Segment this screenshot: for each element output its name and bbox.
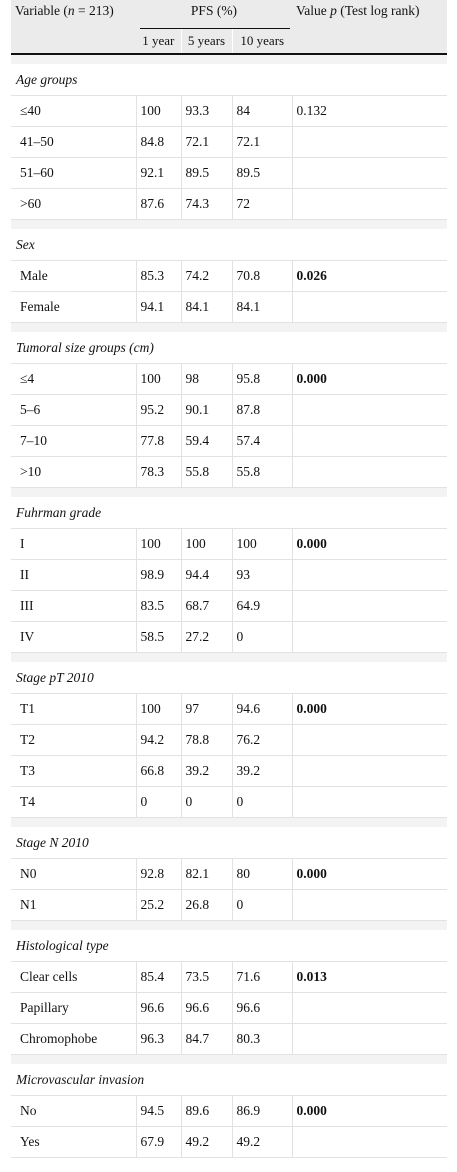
pfs-5-years: 73.5 <box>181 962 232 993</box>
table-row <box>11 1127 447 1158</box>
year-10-header: 10 years <box>232 29 292 54</box>
group-spacer <box>11 818 447 828</box>
group-title: Tumoral size groups (cm) <box>11 332 447 364</box>
p-value <box>292 292 447 323</box>
row-label: Clear cells <box>11 962 136 993</box>
group-spacer <box>11 488 447 498</box>
pfs-1-year: 83.5 <box>136 591 181 622</box>
row-label: No <box>11 1096 136 1127</box>
table-row <box>11 189 447 220</box>
group-header-row <box>11 229 447 261</box>
table-row <box>11 158 447 189</box>
row-label: III <box>11 591 136 622</box>
pfs-1-year: 58.5 <box>136 622 181 653</box>
row-label: Female <box>11 292 136 323</box>
pfs-5-years: 89.5 <box>181 158 232 189</box>
row-label: >10 <box>11 457 136 488</box>
group-title: Age groups <box>11 64 447 96</box>
pfs-10-years: 57.4 <box>232 426 292 457</box>
pfs-5-years: 90.1 <box>181 395 232 426</box>
table-row <box>11 962 447 993</box>
pfs-5-years: 0 <box>181 787 232 818</box>
pfs-10-years: 0 <box>232 890 292 921</box>
pfs-10-years: 64.9 <box>232 591 292 622</box>
pfs-1-year: 94.1 <box>136 292 181 323</box>
row-label: 7–10 <box>11 426 136 457</box>
row-label: N1 <box>11 890 136 921</box>
pfs-10-years: 100 <box>232 529 292 560</box>
p-value <box>292 725 447 756</box>
pfs-1-year: 25.2 <box>136 890 181 921</box>
table-row <box>11 859 447 890</box>
pfs-5-years: 49.2 <box>181 1127 232 1158</box>
row-label: 5–6 <box>11 395 136 426</box>
pfs-10-years: 55.8 <box>232 457 292 488</box>
pfs-1-year: 78.3 <box>136 457 181 488</box>
pfs-10-years: 39.2 <box>232 756 292 787</box>
table-row <box>11 890 447 921</box>
group-title: Sex <box>11 229 447 261</box>
header-row <box>11 0 447 29</box>
pfs-1-year: 0 <box>136 787 181 818</box>
pfs-10-years: 72.1 <box>232 127 292 158</box>
p-value <box>292 426 447 457</box>
pfs-5-years: 100 <box>181 529 232 560</box>
table-row <box>11 993 447 1024</box>
pfs-5-years: 89.6 <box>181 1096 232 1127</box>
group-title: Histological type <box>11 930 447 962</box>
table-row <box>11 261 447 292</box>
pfs-5-years: 55.8 <box>181 457 232 488</box>
table-row <box>11 426 447 457</box>
group-header-row <box>11 64 447 96</box>
p-value: 0.000 <box>292 859 447 890</box>
pfs-5-years: 27.2 <box>181 622 232 653</box>
pfs-10-years: 80.3 <box>232 1024 292 1055</box>
table-row <box>11 364 447 395</box>
group-header-row <box>11 930 447 962</box>
pfs-10-years: 49.2 <box>232 1127 292 1158</box>
pfs-10-years: 96.6 <box>232 993 292 1024</box>
pfs-10-years: 84 <box>232 96 292 127</box>
p-value: 0.000 <box>292 694 447 725</box>
row-label: T3 <box>11 756 136 787</box>
pfs-1-year: 98.9 <box>136 560 181 591</box>
group-title: Stage N 2010 <box>11 827 447 859</box>
pfs-1-year: 100 <box>136 364 181 395</box>
table-row <box>11 96 447 127</box>
table-row <box>11 1096 447 1127</box>
table-body <box>11 54 447 1158</box>
pfs-1-year: 100 <box>136 96 181 127</box>
row-label: Chromophobe <box>11 1024 136 1055</box>
group-spacer <box>11 54 447 64</box>
row-label: ≤4 <box>11 364 136 395</box>
pfs-1-year: 87.6 <box>136 189 181 220</box>
pfs-5-years: 59.4 <box>181 426 232 457</box>
table-row <box>11 457 447 488</box>
p-value <box>292 395 447 426</box>
row-label: >60 <box>11 189 136 220</box>
pfs-10-years: 0 <box>232 622 292 653</box>
row-label: IV <box>11 622 136 653</box>
table-row <box>11 1024 447 1055</box>
pfs-5-years: 78.8 <box>181 725 232 756</box>
pfs-5-years: 72.1 <box>181 127 232 158</box>
p-value <box>292 1024 447 1055</box>
row-label: T4 <box>11 787 136 818</box>
table-row <box>11 591 447 622</box>
row-label: ≤40 <box>11 96 136 127</box>
pfs-1-year: 66.8 <box>136 756 181 787</box>
p-value <box>292 622 447 653</box>
pfs-10-years: 72 <box>232 189 292 220</box>
pfs-5-years: 74.3 <box>181 189 232 220</box>
year-1-header: 1 year <box>136 29 181 54</box>
row-label: II <box>11 560 136 591</box>
p-value <box>292 158 447 189</box>
p-value: 0.000 <box>292 1096 447 1127</box>
pfs-5-years: 93.3 <box>181 96 232 127</box>
pfs-10-years: 86.9 <box>232 1096 292 1127</box>
pfs-5-years: 39.2 <box>181 756 232 787</box>
row-label: N0 <box>11 859 136 890</box>
group-title: Stage pT 2010 <box>11 662 447 694</box>
group-title: Fuhrman grade <box>11 497 447 529</box>
pfs-10-years: 94.6 <box>232 694 292 725</box>
p-value: 0.013 <box>292 962 447 993</box>
value-header: Value p (Test log rank) <box>292 0 447 29</box>
table-row <box>11 127 447 158</box>
n-symbol: n <box>67 3 75 18</box>
p-value <box>292 993 447 1024</box>
pfs-10-years: 70.8 <box>232 261 292 292</box>
group-header-row <box>11 662 447 694</box>
pfs-10-years: 95.8 <box>232 364 292 395</box>
pfs-10-years: 71.6 <box>232 962 292 993</box>
table-row <box>11 756 447 787</box>
row-label: 51–60 <box>11 158 136 189</box>
row-label: Papillary <box>11 993 136 1024</box>
pfs-1-year: 100 <box>136 529 181 560</box>
group-header-row <box>11 1064 447 1096</box>
group-header-row <box>11 497 447 529</box>
pfs-10-years: 0 <box>232 787 292 818</box>
pfs-1-year: 85.3 <box>136 261 181 292</box>
group-spacer <box>11 220 447 230</box>
pfs-5-years: 82.1 <box>181 859 232 890</box>
group-spacer <box>11 1055 447 1065</box>
row-label: T1 <box>11 694 136 725</box>
pfs-header: PFS (%) <box>136 0 292 29</box>
p-value <box>292 890 447 921</box>
pfs-5-years: 97 <box>181 694 232 725</box>
subheader-row <box>11 29 447 54</box>
p-value: 0.026 <box>292 261 447 292</box>
table-row <box>11 292 447 323</box>
group-spacer <box>11 323 447 333</box>
pfs-5-years: 94.4 <box>181 560 232 591</box>
pfs-1-year: 94.2 <box>136 725 181 756</box>
pfs-5-years: 96.6 <box>181 993 232 1024</box>
pfs-5-years: 26.8 <box>181 890 232 921</box>
p-value <box>292 1127 447 1158</box>
table-row <box>11 622 447 653</box>
row-label: Male <box>11 261 136 292</box>
p-value <box>292 591 447 622</box>
table-row <box>11 560 447 591</box>
pfs-1-year: 84.8 <box>136 127 181 158</box>
table-row <box>11 395 447 426</box>
pfs-5-years: 84.1 <box>181 292 232 323</box>
pfs-10-years: 84.1 <box>232 292 292 323</box>
pfs-10-years: 89.5 <box>232 158 292 189</box>
pfs-1-year: 85.4 <box>136 962 181 993</box>
group-spacer <box>11 653 447 663</box>
pfs-1-year: 92.1 <box>136 158 181 189</box>
pfs-5-years: 68.7 <box>181 591 232 622</box>
pfs-10-years: 87.8 <box>232 395 292 426</box>
table-row <box>11 725 447 756</box>
table-row <box>11 787 447 818</box>
pfs-1-year: 92.8 <box>136 859 181 890</box>
p-value: 0.132 <box>292 96 447 127</box>
pfs-1-year: 95.2 <box>136 395 181 426</box>
pfs-5-years: 84.7 <box>181 1024 232 1055</box>
pfs-10-years: 80 <box>232 859 292 890</box>
pfs-1-year: 94.5 <box>136 1096 181 1127</box>
p-value: 0.000 <box>292 364 447 395</box>
pfs-table <box>11 0 447 1158</box>
row-label: I <box>11 529 136 560</box>
table-row <box>11 694 447 725</box>
pfs-1-year: 96.3 <box>136 1024 181 1055</box>
p-value <box>292 560 447 591</box>
row-label: T2 <box>11 725 136 756</box>
variable-header: Variable (n = 213) <box>11 0 136 29</box>
pfs-1-year: 67.9 <box>136 1127 181 1158</box>
p-value <box>292 127 447 158</box>
pfs-1-year: 77.8 <box>136 426 181 457</box>
row-label: Yes <box>11 1127 136 1158</box>
p-value <box>292 457 447 488</box>
p-value <box>292 189 447 220</box>
pfs-10-years: 76.2 <box>232 725 292 756</box>
pfs-underline <box>140 28 290 29</box>
pfs-1-year: 96.6 <box>136 993 181 1024</box>
p-symbol: p <box>330 3 337 18</box>
p-value <box>292 756 447 787</box>
group-header-row <box>11 332 447 364</box>
row-label: 41–50 <box>11 127 136 158</box>
table-row <box>11 529 447 560</box>
pfs-1-year: 100 <box>136 694 181 725</box>
pfs-5-years: 98 <box>181 364 232 395</box>
group-title: Microvascular invasion <box>11 1064 447 1096</box>
group-spacer <box>11 921 447 931</box>
p-value: 0.000 <box>292 529 447 560</box>
pfs-10-years: 93 <box>232 560 292 591</box>
p-value <box>292 787 447 818</box>
pfs-5-years: 74.2 <box>181 261 232 292</box>
year-5-header: 5 years <box>181 29 232 54</box>
group-header-row <box>11 827 447 859</box>
